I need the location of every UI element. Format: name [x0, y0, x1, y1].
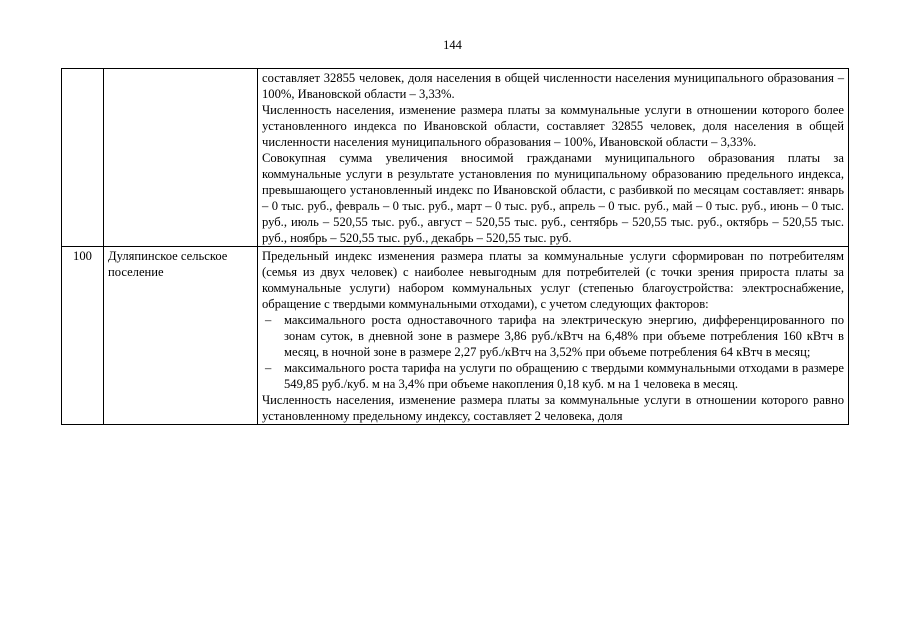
factor-solid-waste [262, 360, 844, 392]
paragraph-population-share: составляет 32855 человек, доля населения в общей численности населения муниципального образования – 100%, Ивановской области – 3,33%. [262, 71, 844, 101]
description-cell [258, 247, 849, 425]
table-row-100 [62, 247, 849, 425]
municipality-name-cell: Дуляпинское сельское поселение [104, 247, 258, 425]
factors-list [262, 312, 844, 392]
row-number-cell: 100 [62, 247, 104, 425]
municipality-name-cell [104, 69, 258, 247]
description-cell [258, 69, 849, 247]
factor-electricity [262, 312, 844, 360]
dash-bullet: – [265, 361, 272, 375]
table-row-continued [62, 69, 849, 247]
municipal-index-table [61, 68, 849, 425]
paragraph-population-at-index: Численность населения, изменение размера платы за коммунальные услуги в отношении которого равно установленному предельному индексу, составляет 2 человека, доля [262, 393, 844, 423]
page-number: 144 [443, 38, 462, 52]
dash-bullet: – [265, 313, 272, 327]
row-number-cell [62, 69, 104, 247]
paragraph-population-above-index: Численность населения, изменение размера платы за коммунальные услуги в отношении которого более установленного индекса по Ивановской области, составляет 32855 человек, доля населения в общей численности населения муниципального образования – 100%, Ивановской области – 3,33%. [262, 103, 844, 149]
paragraph-monthly-increase: Совокупная сумма увеличения вносимой гражданами муниципального образования платы за коммунальные услуги в результате установления по муниципальному образованию предельного индекса, превышающего установленный индекс по Ивановской области, с разбивкой по месяцам составляет: январь – 0 тыс. руб., февраль – 0 тыс. руб., март – 0 тыс. руб., апрель – 0 тыс. руб., май – 0 тыс. руб., июнь – 0 тыс. руб., июль – 520,55 тыс. руб., август – 520,55 тыс. руб., сентябрь – 520,55 тыс. руб., октябрь – 520,55 тыс. руб., ноябрь – 520,55 тыс. руб., декабрь – 520,55 тыс. руб. [262, 151, 844, 245]
paragraph-index-formation: Предельный индекс изменения размера платы за коммунальные услуги сформирован по потребителям (семья из двух человек) с наиболее невыгодным для потребителей (с точки зрения прироста платы за коммунальные услуги) набором коммунальных услуг (степенью благоустройства: электроснабжение, обращение с твердыми коммунальными отходами), с учетом следующих факторов: [262, 249, 844, 311]
factor-text: максимального роста тарифа на услуги по обращению с твердыми коммунальными отходами в размере 549,85 руб./куб. м на 3,4% при объеме накопления 0,18 куб. м на 1 человека в месяц. [284, 361, 844, 391]
factor-text: максимального роста одноставочного тарифа на электрическую энергию, дифференцированного по зонам суток, в дневной зоне в размере 3,86 руб./кВтч на 6,48% при объеме потребления 160 кВтч в месяц, в ночной зоне в размере 2,27 руб./кВтч на 3,52% при объеме потребления 64 кВтч в месяц; [284, 313, 844, 359]
